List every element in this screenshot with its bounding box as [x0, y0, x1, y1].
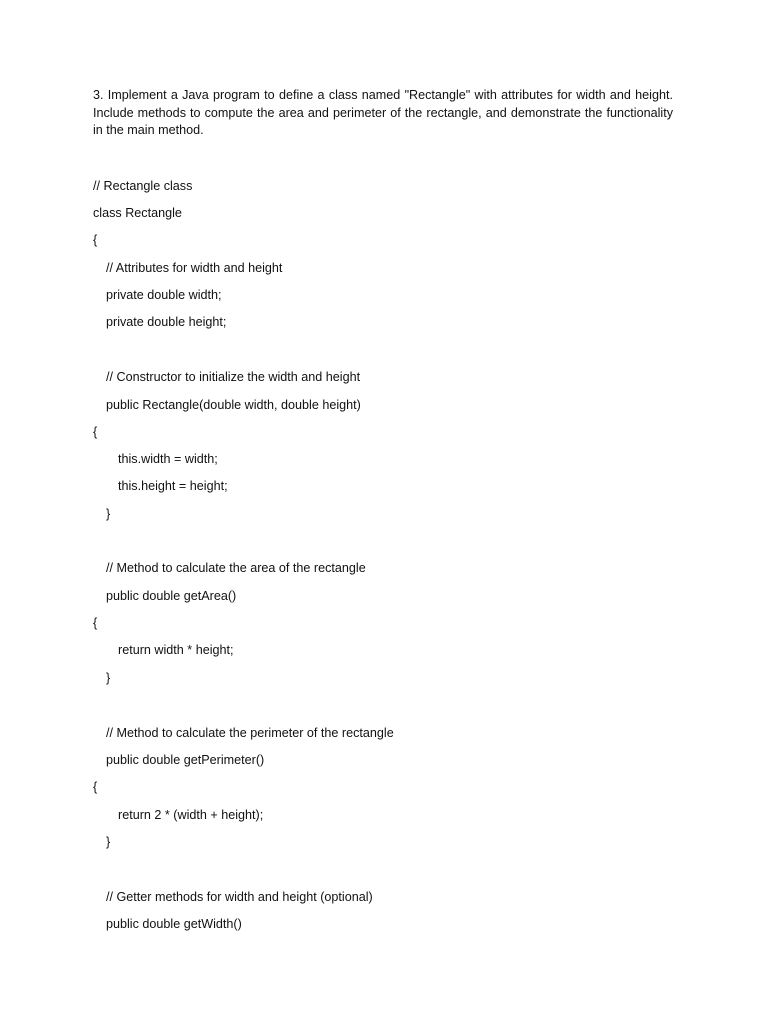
code-line: public double getWidth(): [106, 917, 242, 931]
code-line: {: [93, 780, 98, 794]
question-text: 3. Implement a Java program to define a class named "Rectangle" with attributes for width and height. Include methods to compute the area and perimeter of the rectangle, and demonstrate the functionality in the main method.: [93, 88, 673, 138]
code-line: }: [106, 507, 111, 521]
code-line: {: [93, 425, 98, 439]
code-line: return width * height;: [118, 643, 234, 657]
code-line: {: [93, 233, 98, 247]
code-line: // Rectangle class: [93, 179, 193, 193]
code-line: // Getter methods for width and height (optional): [106, 890, 373, 904]
code-line: // Method to calculate the area of the rectangle: [106, 561, 366, 575]
code-line: // Attributes for width and height: [106, 261, 283, 275]
code-line: }: [106, 671, 111, 685]
code-line: // Constructor to initialize the width and height: [106, 370, 361, 384]
code-line: {: [93, 616, 98, 630]
code-line: private double width;: [106, 288, 222, 302]
code-line: private double height;: [106, 315, 227, 329]
code-line: return 2 * (width + height);: [118, 808, 264, 822]
code-line: this.height = height;: [118, 479, 228, 493]
code-line: public double getPerimeter(): [106, 753, 265, 767]
code-line: public Rectangle(double width, double height): [106, 398, 361, 412]
code-line: public double getArea(): [106, 589, 237, 603]
code-line: }: [106, 835, 111, 849]
code-line: class Rectangle: [93, 206, 182, 220]
code-line: // Method to calculate the perimeter of the rectangle: [106, 726, 394, 740]
code-line: this.width = width;: [118, 452, 218, 466]
